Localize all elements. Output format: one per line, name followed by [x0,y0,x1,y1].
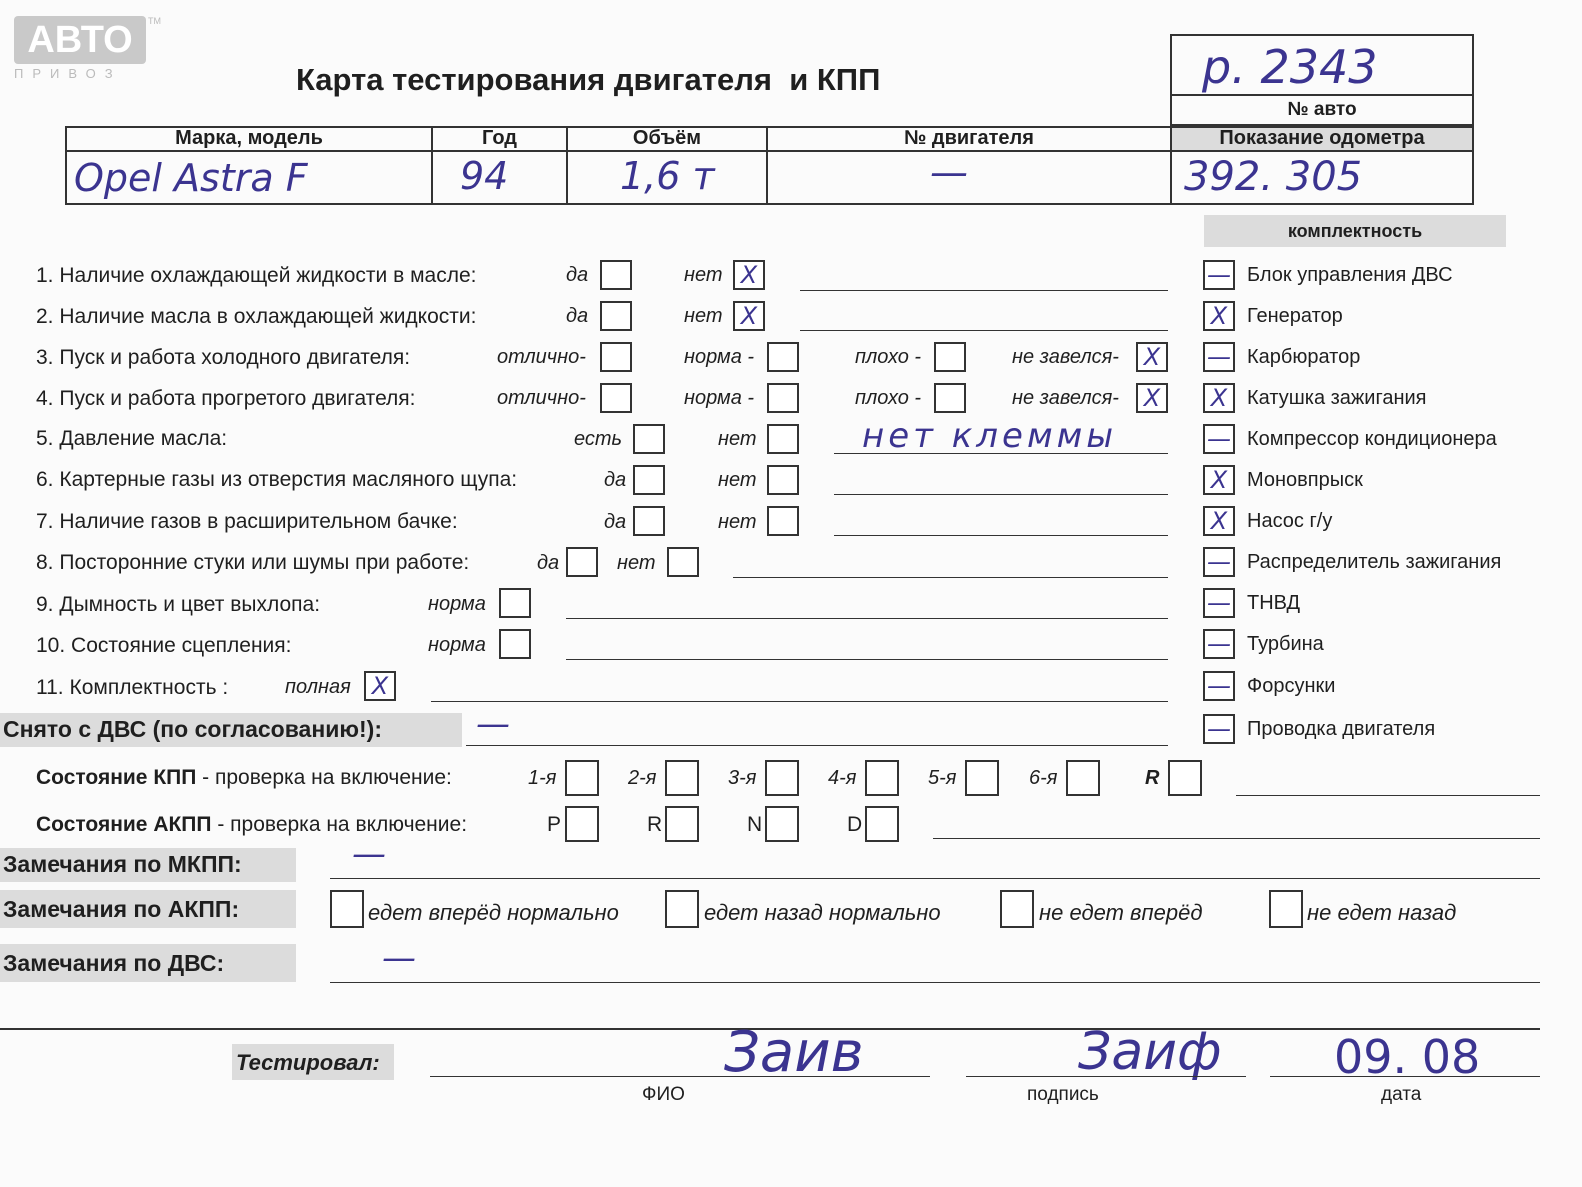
item-10-note-line[interactable] [566,659,1168,660]
item-6-opt-yes: да [604,469,627,491]
logo-sub: ПРИВОЗ [14,66,122,81]
kit-label-distributor: Распределитель зажигания [1247,551,1502,573]
kpp-gear-2: 2-я [628,767,657,789]
akpp-no-forward-checkbox[interactable] [1000,890,1034,928]
item-5-no-checkbox[interactable] [767,424,799,454]
item-5-note-line[interactable] [834,453,1168,454]
item-9-opt-normal: норма [428,593,486,615]
kit-checkbox-distributor[interactable] [1203,547,1235,577]
item-3-opt-excellent: отлично- [497,346,586,368]
kpp-gear-r: R [1145,767,1160,789]
item-9: 9. Дымность и цвет выхлопа: [36,593,321,616]
akpp-mode-r-checkbox[interactable] [665,806,699,842]
item-10-normal-checkbox[interactable] [499,629,531,659]
kit-checkbox-turbo[interactable] [1203,629,1235,659]
item-4-opt-no-start: не завелся- [1012,387,1119,409]
tester-name: Заив [724,1020,864,1085]
item-3-opt-bad: плохо - [855,346,922,368]
remarks-mkpp-value: — [352,834,386,874]
item-10-opt-normal: норма [428,634,486,656]
kit-checkbox-ecu[interactable] [1203,260,1235,290]
car-number-label: № авто [1287,99,1357,120]
logo [14,16,161,86]
item-4-bad-checkbox[interactable] [934,383,966,413]
tested-label: Тестировал: [236,1050,380,1075]
kit-checkbox-generator[interactable] [1203,301,1235,331]
item-9-note-line[interactable] [566,618,1168,619]
item-6-note-line[interactable] [834,494,1168,495]
item-1-no-mark: X [740,261,758,289]
value-year: 94 [460,154,509,198]
logo-tm: TM [148,16,161,26]
item-4-opt-excellent: отлично- [497,387,586,409]
item-6-no-checkbox[interactable] [767,465,799,495]
akpp-forward-ok-checkbox[interactable] [330,890,364,928]
item-3-bad-checkbox[interactable] [934,342,966,372]
tester-signature-caption: подпись [1027,1084,1099,1105]
item-3-opt-no-start: не завелся- [1012,346,1119,368]
removed-value: — [476,704,510,744]
item-1-yes-checkbox[interactable] [600,260,632,290]
removed-label: Снято с ДВС (по согласованию!): [3,716,382,742]
item-4-no-start-mark: X [1143,384,1161,412]
item-5-note: нет клеммы [862,416,1118,456]
item-8-opt-no: нет [617,552,656,574]
kpp-gear-r-checkbox[interactable] [1168,760,1202,796]
item-11: 11. Комплектность : [36,676,229,699]
kit-checkbox-ignition-coil[interactable] [1203,383,1235,413]
item-5-opt-yes: есть [574,428,623,450]
remarks-mkpp-line[interactable] [330,878,1540,879]
kit-label-mono-injection: Моновпрыск [1247,469,1363,491]
remarks-dvs-label: Замечания по ДВС: [3,950,225,976]
kpp-gear-3-checkbox[interactable] [765,760,799,796]
item-3-excellent-checkbox[interactable] [600,342,632,372]
item-4-opt-normal: норма - [684,387,755,409]
akpp-label: Состояние АКПП - проверка на включение: [36,813,468,836]
item-2-no-mark: X [740,302,758,330]
test-date-caption: дата [1381,1084,1422,1105]
kit-mark-distributor: — [1207,548,1231,576]
item-2-opt-yes: да [566,305,589,327]
item-6-opt-no: нет [718,469,757,491]
car-number-label-cell [1170,96,1474,126]
item-8-yes-checkbox[interactable] [566,547,598,577]
tester-signature-line[interactable] [966,1076,1246,1077]
test-date: 09. 08 [1334,1030,1481,1084]
kpp-label: Состояние КПП - проверка на включение: [36,766,452,789]
kit-title: комплектность [1287,221,1423,241]
test-date-line[interactable] [1270,1076,1540,1077]
remarks-akpp-label: Замечания по АКПП: [3,896,240,922]
kit-label-ecu: Блок управления ДВС [1247,264,1453,286]
kit-mark-fuel-pump: — [1207,589,1231,617]
akpp-reverse-ok: едет назад нормально [704,900,941,925]
item-8: 8. Посторонние стуки или шумы при работе: [36,551,470,574]
header-row-divider [65,150,1474,152]
kit-checkbox-ps-pump[interactable] [1203,506,1235,536]
akpp-mode-p-checkbox[interactable] [565,806,599,842]
kpp-gear-6-checkbox[interactable] [1066,760,1100,796]
value-volume: 1,6 т [620,154,715,198]
item-2-no-checkbox[interactable] [733,301,765,331]
value-engine-number: — [930,150,968,194]
akpp-reverse-ok-checkbox[interactable] [665,890,699,928]
item-3-opt-normal: норма - [684,346,755,368]
kit-mark-turbo: — [1207,630,1231,658]
kit-mark-ac-compressor: — [1207,425,1231,453]
item-7-yes-checkbox[interactable] [633,506,665,536]
akpp-note-line[interactable] [933,838,1540,839]
tester-signature: Заиф [1078,1022,1222,1082]
item-10: 10. Состояние сцепления: [36,634,292,657]
kpp-gear-4: 4-я [828,767,857,789]
item-4-opt-bad: плохо - [855,387,922,409]
item-7-opt-no: нет [718,511,757,533]
item-3: 3. Пуск и работа холодного двигателя: [36,346,411,369]
kit-label-ac-compressor: Компрессор кондиционера [1247,428,1497,450]
kit-label-injectors: Форсунки [1247,675,1336,697]
item-5-opt-no: нет [718,428,757,450]
item-7-no-checkbox[interactable] [767,506,799,536]
kit-mark-ecu: — [1207,261,1231,289]
akpp-mode-d-checkbox[interactable] [865,806,899,842]
akpp-mode-d: D [847,813,863,836]
kit-label-generator: Генератор [1247,305,1343,327]
akpp-mode-p: P [547,813,562,836]
kit-checkbox-wiring[interactable] [1203,714,1235,744]
tester-name-line[interactable] [430,1076,930,1077]
item-8-no-checkbox[interactable] [667,547,699,577]
kit-mark-generator: X [1210,302,1228,330]
kpp-gear-1: 1-я [528,767,557,789]
item-11-opt-full: полная [285,676,351,698]
item-1-opt-yes: да [566,264,589,286]
akpp-mode-r: R [647,813,663,836]
kit-mark-ps-pump: X [1210,507,1228,535]
akpp-mode-n: N [747,813,763,836]
value-odometer: 392. 305 [1184,154,1363,200]
akpp-no-forward: не едет вперёд [1039,900,1203,925]
logo-main: АВТО [14,16,146,64]
akpp-forward-ok: едет вперёд нормально [368,900,619,925]
remarks-dvs-line[interactable] [330,982,1540,983]
item-11-full-mark: X [371,672,389,700]
kpp-gear-1-checkbox[interactable] [565,760,599,796]
header-odometer: Показание одометра [1219,127,1425,149]
kit-checkbox-carburetor[interactable] [1203,342,1235,372]
kit-label-turbo: Турбина [1247,633,1324,655]
item-1: 1. Наличие охлаждающей жидкости в масле: [36,264,477,287]
removed-line[interactable] [466,745,1168,746]
tester-name-caption: ФИО [642,1084,685,1105]
item-4-no-start-checkbox[interactable] [1136,383,1168,413]
akpp-no-reverse: не едет назад [1307,900,1457,925]
item-8-note-line[interactable] [733,577,1168,578]
header-volume: Объём [632,127,702,149]
kit-label-fuel-pump: ТНВД [1247,592,1301,614]
kpp-gear-2-checkbox[interactable] [665,760,699,796]
item-5: 5. Давление масла: [36,427,228,450]
item-2: 2. Наличие масла в охлаждающей жидкости: [36,305,477,328]
item-8-opt-yes: да [537,552,560,574]
header-engine-number: № двигателя [904,127,1034,149]
item-6: 6. Картерные газы из отверстия масляного щупа: [36,468,518,491]
kpp-note-line[interactable] [1236,795,1540,796]
item-3-no-start-checkbox[interactable] [1136,342,1168,372]
kit-label-ignition-coil: Катушка зажигания [1247,387,1427,409]
value-make-model: Opel Astra F [74,156,308,200]
kit-title-bar [1204,215,1506,247]
item-2-yes-checkbox[interactable] [600,301,632,331]
kit-label-carburetor: Карбюратор [1247,346,1361,368]
item-7-opt-yes: да [604,511,627,533]
kit-label-ps-pump: Насос г/у [1247,510,1333,532]
item-6-yes-checkbox[interactable] [633,465,665,495]
item-7: 7. Наличие газов в расширительном бачке: [36,510,458,533]
kpp-gear-5: 5-я [928,767,957,789]
kpp-gear-3: 3-я [728,767,757,789]
kit-mark-ignition-coil: X [1210,384,1228,412]
page-title: Карта тестирования двигателя и КПП [296,62,881,97]
item-4-normal-checkbox[interactable] [767,383,799,413]
item-5-yes-checkbox[interactable] [633,424,665,454]
item-11-full-checkbox[interactable] [364,671,396,701]
car-number-value: р. 2343 [1202,40,1378,94]
item-4: 4. Пуск и работа прогретого двигателя: [36,387,416,410]
kit-label-wiring: Проводка двигателя [1247,718,1436,740]
item-4-excellent-checkbox[interactable] [600,383,632,413]
kit-mark-carburetor: — [1207,343,1231,371]
remarks-dvs-value: — [382,938,416,978]
kpp-gear-5-checkbox[interactable] [965,760,999,796]
item-3-no-start-mark: X [1143,343,1161,371]
item-3-normal-checkbox[interactable] [767,342,799,372]
kit-mark-wiring: — [1207,715,1231,743]
kit-checkbox-injectors[interactable] [1203,671,1235,701]
kpp-gear-6: 6-я [1029,767,1058,789]
kpp-gear-4-checkbox[interactable] [865,760,899,796]
header-make-model: Марка, модель [175,127,323,149]
item-1-note-line[interactable] [800,290,1168,291]
item-2-opt-no: нет [684,305,723,327]
header-year: Год [482,127,517,149]
kit-mark-mono-injection: X [1210,466,1228,494]
kit-mark-injectors: — [1207,672,1231,700]
car-number-box [1170,34,1474,96]
item-7-note-line[interactable] [834,535,1168,536]
akpp-no-reverse-checkbox[interactable] [1269,890,1303,928]
item-1-no-checkbox[interactable] [733,260,765,290]
item-1-opt-no: нет [684,264,723,286]
remarks-mkpp-label: Замечания по МКПП: [3,851,242,877]
item-2-note-line[interactable] [800,330,1168,331]
kit-checkbox-mono-injection[interactable] [1203,465,1235,495]
kit-checkbox-ac-compressor[interactable] [1203,424,1235,454]
item-9-normal-checkbox[interactable] [499,588,531,618]
kit-checkbox-fuel-pump[interactable] [1203,588,1235,618]
akpp-mode-n-checkbox[interactable] [765,806,799,842]
item-11-note-line[interactable] [431,701,1168,702]
